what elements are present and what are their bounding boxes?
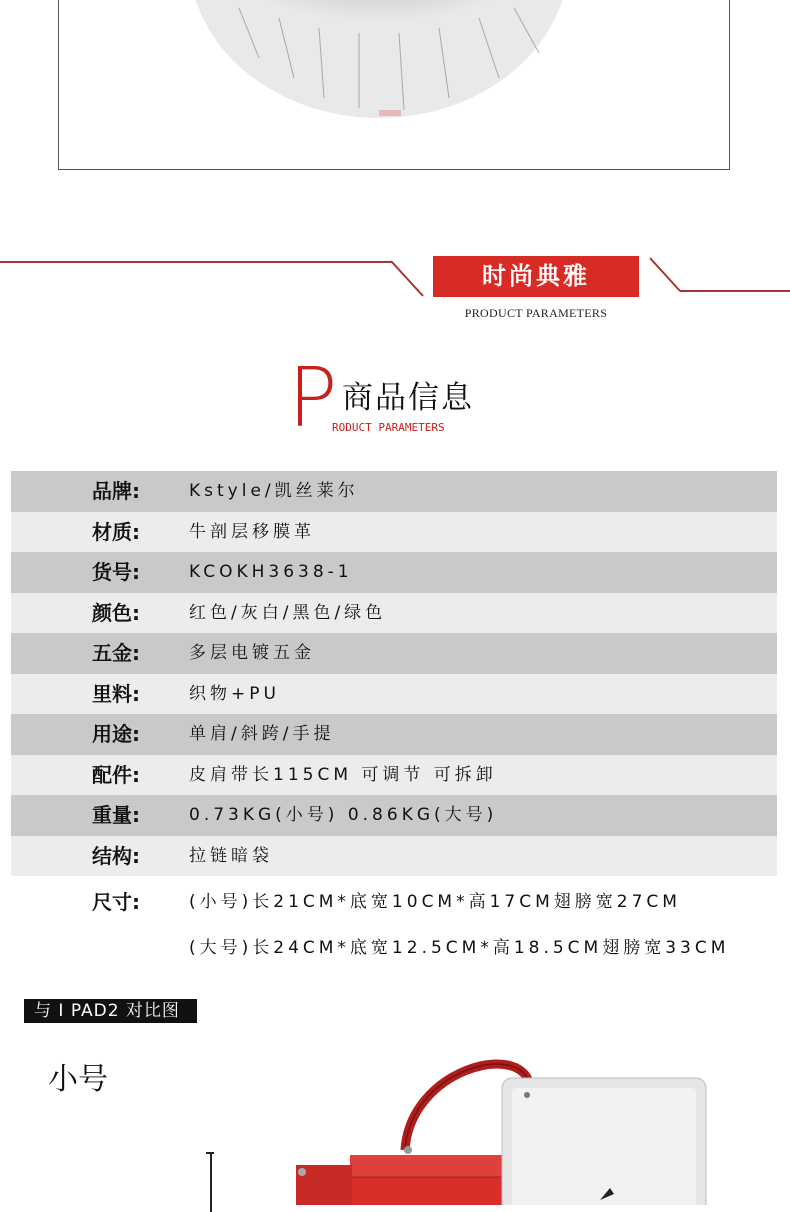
spec-label: 品牌:	[92, 479, 140, 503]
spec-row-accessories	[11, 755, 777, 796]
spec-value: 0.73KG(小号) 0.86KG(大号)	[189, 805, 498, 825]
spec-label: 五金:	[92, 641, 140, 665]
info-subtitle: RODUCT PARAMETERS	[332, 421, 445, 434]
spec-table	[11, 471, 777, 968]
spec-value: Kstyle/凯丝莱尔	[189, 481, 359, 501]
spec-label: 重量:	[92, 803, 140, 827]
spec-label: 配件:	[92, 762, 140, 787]
heading-letter: P	[288, 351, 338, 446]
banner-line-left	[0, 261, 392, 263]
spec-value: (小号)长21CM*底宽10CM*高17CM翅膀宽27CM	[189, 892, 681, 912]
spec-label: 材质:	[92, 519, 140, 544]
spec-value: 单肩/斜跨/手提	[189, 724, 335, 744]
spec-label: 里料:	[92, 681, 140, 706]
spec-row-material	[11, 512, 777, 553]
banner-title: 时尚典雅	[433, 256, 639, 297]
spec-row-sku	[11, 552, 777, 593]
spec-label: 货号:	[92, 560, 140, 584]
spec-value: 织物+PU	[189, 683, 280, 704]
banner-line-right-slant	[648, 256, 684, 296]
spec-row-color	[11, 593, 777, 634]
spec-value: KCOKH3638-1	[189, 562, 353, 582]
spec-row-hardware	[11, 633, 777, 674]
spec-value: 多层电镀五金	[189, 643, 315, 663]
bag-ipad-comparison-image	[280, 1040, 720, 1205]
banner-line-right	[680, 290, 790, 292]
spec-value: 牛剖层移膜革	[189, 521, 315, 542]
spec-value: 红色/灰白/黑色/绿色	[189, 602, 387, 623]
spec-label: 尺寸:	[92, 890, 140, 914]
spec-label: 颜色:	[92, 600, 140, 625]
spec-row-structure	[11, 836, 777, 877]
banner-subtitle: PRODUCT PARAMETERS	[464, 306, 608, 320]
info-title: 商品信息	[342, 380, 474, 416]
spec-label: 结构:	[92, 843, 140, 868]
spec-value: 皮肩带长115CM 可调节 可拆卸	[189, 764, 497, 785]
spec-row-usage	[11, 714, 777, 755]
spec-row-brand	[11, 471, 777, 512]
measure-line	[210, 1152, 212, 1212]
fur-pom-image	[59, 0, 730, 170]
comparison-label: 与 I PAD2 对比图	[24, 999, 197, 1023]
spec-label: 用途:	[92, 722, 140, 746]
banner-line-left-slant	[390, 260, 426, 300]
spec-value: 拉链暗袋	[189, 845, 273, 866]
spec-value-secondary: (大号)长24CM*底宽12.5CM*高18.5CM翅膀宽33CM	[189, 938, 730, 958]
size-label: 小号	[48, 1062, 108, 1097]
spec-row-size	[11, 876, 777, 968]
spec-row-weight	[11, 795, 777, 836]
product-photo-frame	[58, 0, 730, 170]
spec-row-lining	[11, 674, 777, 715]
